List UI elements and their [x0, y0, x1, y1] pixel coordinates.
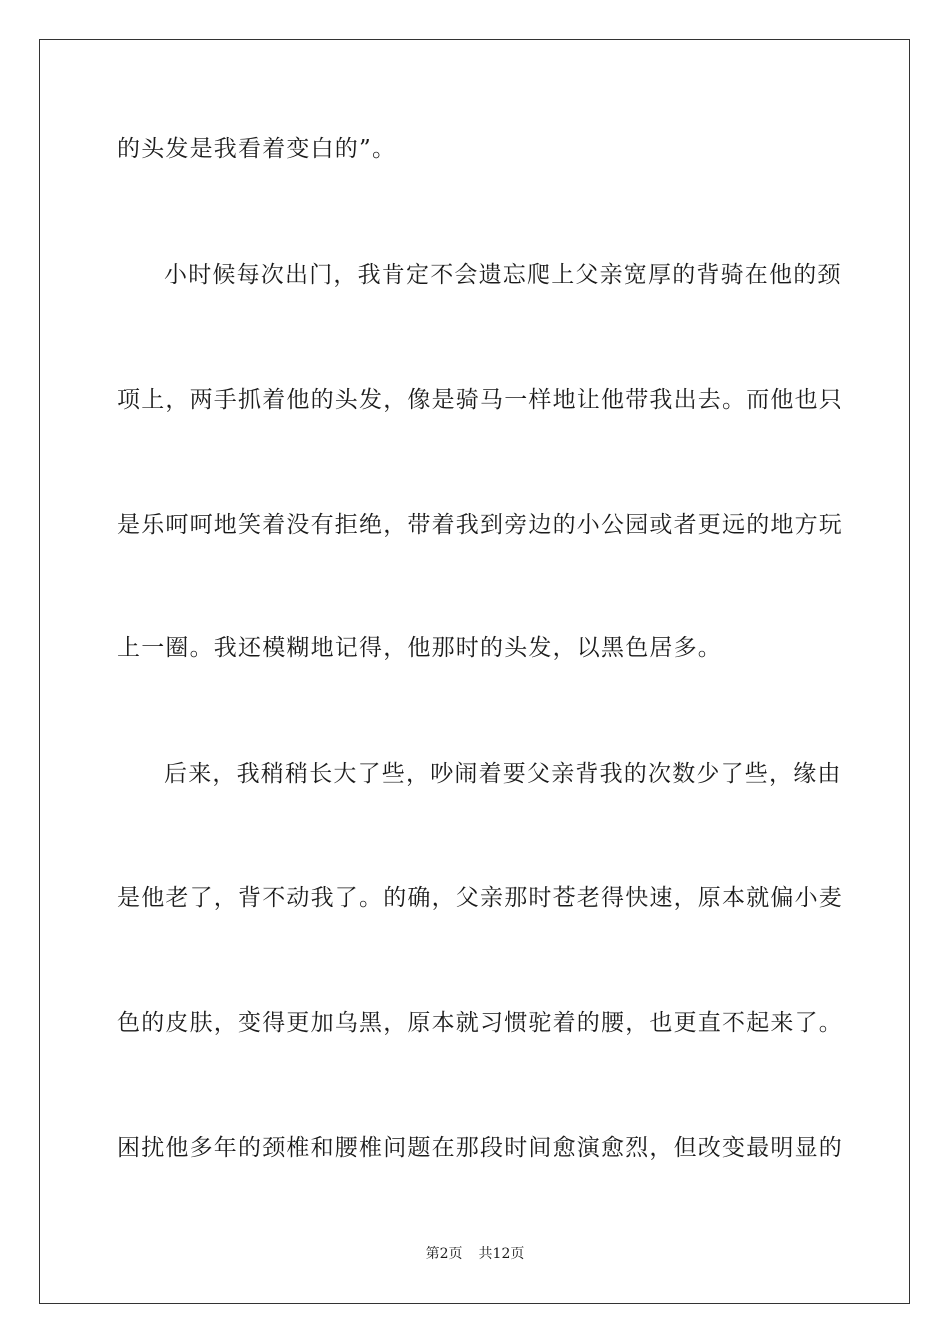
page-number: 第2页 — [425, 1246, 463, 1262]
page-border — [39, 39, 910, 1304]
text-line: 的头发是我看着变白的”。 — [117, 136, 397, 162]
text-line: 色的皮肤，变得更加乌黑，原本就习惯驼着的腰，也更直不起来了。 — [117, 1010, 843, 1036]
text-line: 项上，两手抓着他的头发，像是骑马一样地让他带我出去。而他也只 — [117, 387, 843, 413]
text-line: 上一圈。我还模糊地记得，他那时的头发，以黑色居多。 — [117, 635, 722, 661]
text-line: 是他老了，背不动我了。的确，父亲那时苍老得快速，原本就偏小麦 — [117, 885, 843, 911]
page-footer — [0, 1245, 950, 1263]
total-pages: 共12页 — [478, 1246, 525, 1262]
paragraph-first-line: 小时候每次出门，我肯定不会遗忘爬上父亲宽厚的背骑在他的颈 — [164, 262, 842, 288]
paragraph-first-line: 后来，我稍稍长大了些，吵闹着要父亲背我的次数少了些，缘由 — [164, 761, 842, 787]
text-line: 是乐呵呵地笑着没有拒绝，带着我到旁边的小公园或者更远的地方玩 — [117, 512, 843, 538]
text-line: 困扰他多年的颈椎和腰椎问题在那段时间愈演愈烈，但改变最明显的 — [117, 1135, 843, 1161]
